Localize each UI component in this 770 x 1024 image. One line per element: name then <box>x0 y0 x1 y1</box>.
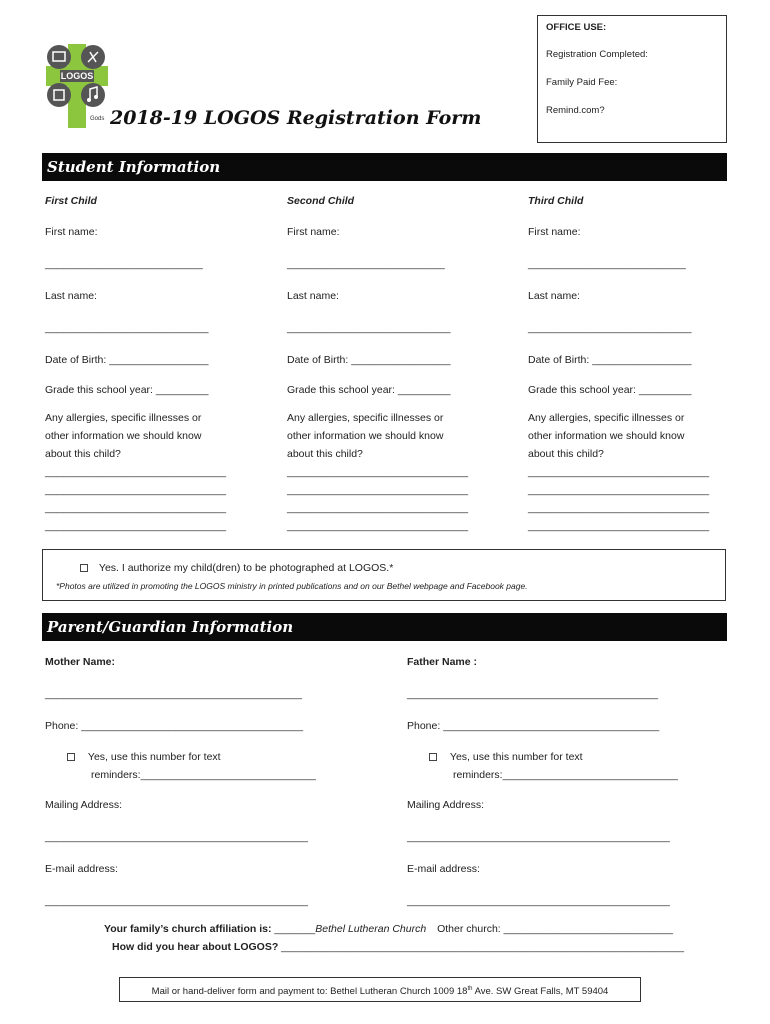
mother-phone-field[interactable]: Phone: ______________________________________ <box>45 720 304 732</box>
father-phone-field[interactable]: Phone: _____________________________________ <box>407 720 660 732</box>
affiliation-label: Your family’s church affiliation is: <box>104 923 275 935</box>
allergy-label: Any allergies, specific illnesses or <box>528 412 685 424</box>
affiliation-church: Bethel Lutheran Church <box>315 923 427 935</box>
last-name-label: Last name: <box>45 290 97 302</box>
mother-name-field[interactable]: ____________________________________________ <box>45 688 302 700</box>
first-name-label: First name: <box>45 226 98 238</box>
father-mailing-field[interactable]: _____________________________________________ <box>407 831 670 843</box>
first-name-field[interactable]: ___________________________ <box>287 258 445 270</box>
grade-field[interactable]: Grade this school year: _________ <box>287 384 451 396</box>
allergy-field[interactable]: _______________________________ <box>287 502 469 514</box>
father-name-field[interactable]: ___________________________________________ <box>407 688 659 700</box>
photo-consent-box <box>42 549 726 601</box>
mother-mailing-field[interactable]: _____________________________________________ <box>45 831 308 843</box>
dob-field[interactable]: Date of Birth: _________________ <box>528 354 692 366</box>
mother-email-label: E-mail address: <box>45 863 118 875</box>
last-name-field[interactable]: ____________________________ <box>287 322 451 334</box>
registration-completed-field: Registration Completed: <box>546 49 648 60</box>
allergy-field[interactable]: _______________________________ <box>287 520 469 532</box>
third-child-column <box>528 195 728 535</box>
allergy-field[interactable]: _______________________________ <box>45 520 227 532</box>
last-name-label: Last name: <box>287 290 339 302</box>
allergy-label: Any allergies, specific illnesses or <box>287 412 444 424</box>
mail-instructions-sup: th <box>467 986 473 992</box>
allergy-label: other information we should know <box>528 430 685 442</box>
hear-about-row <box>112 941 684 953</box>
mother-column <box>45 656 345 907</box>
second-child-column <box>287 195 487 535</box>
allergy-label: about this child? <box>45 448 121 460</box>
allergy-field[interactable]: _______________________________ <box>528 520 710 532</box>
mother-mailing-label: Mailing Address: <box>45 799 123 811</box>
allergy-field[interactable]: _______________________________ <box>287 466 469 478</box>
first-name-field[interactable]: ___________________________ <box>528 258 686 270</box>
mother-text-label: Yes, use this number for text <box>87 751 221 763</box>
allergy-label: other information we should know <box>45 430 202 442</box>
dob-field[interactable]: Date of Birth: _________________ <box>45 354 209 366</box>
father-email-field[interactable]: _____________________________________________ <box>407 895 670 907</box>
svg-text:Gods: Gods <box>90 116 105 122</box>
photo-note: *Photos are utilized in promoting the LOGOS ministry in printed publications and on our Bethel webpage and Facebook page. <box>56 581 528 591</box>
last-name-label: Last name: <box>528 290 580 302</box>
allergy-field[interactable]: _______________________________ <box>528 484 710 496</box>
allergy-field[interactable]: _______________________________ <box>45 466 227 478</box>
father-name-label: Father Name : <box>407 656 478 668</box>
father-column <box>407 656 707 907</box>
father-reminders-field[interactable]: reminders:______________________________ <box>453 769 678 781</box>
photo-consent-label: Yes. I authorize my child(dren) to be photographed at LOGOS.* <box>98 562 394 574</box>
allergy-label: other information we should know <box>287 430 444 442</box>
last-name-field[interactable]: ____________________________ <box>528 322 692 334</box>
child-heading: Second Child <box>287 195 355 207</box>
allergy-field[interactable]: _______________________________ <box>45 502 227 514</box>
mother-email-field[interactable]: _____________________________________________ <box>45 895 308 907</box>
grade-field[interactable]: Grade this school year: _________ <box>45 384 209 396</box>
mother-name-label: Mother Name: <box>45 656 116 668</box>
allergy-label: Any allergies, specific illnesses or <box>45 412 202 424</box>
father-text-label: Yes, use this number for text <box>449 751 583 763</box>
dob-field[interactable]: Date of Birth: _________________ <box>287 354 451 366</box>
mother-text-checkbox[interactable] <box>67 753 75 761</box>
hear-about-label: How did you hear about LOGOS? <box>112 941 282 953</box>
student-info-header: Student Information <box>42 153 727 181</box>
father-mailing-label: Mailing Address: <box>407 799 485 811</box>
father-email-label: E-mail address: <box>407 863 480 875</box>
last-name-field[interactable]: ____________________________ <box>45 322 209 334</box>
family-paid-fee-field: Family Paid Fee: <box>546 77 618 88</box>
other-church-field[interactable]: Other church: _____________________________ <box>437 923 673 935</box>
logos-logo <box>46 44 108 128</box>
photo-consent-checkbox[interactable] <box>80 564 88 572</box>
child-heading: First Child <box>45 195 97 207</box>
parent-info-header: Parent/Guardian Information <box>42 613 727 641</box>
allergy-field[interactable]: _______________________________ <box>45 484 227 496</box>
grade-field[interactable]: Grade this school year: _________ <box>528 384 692 396</box>
affiliation-blank[interactable]: _______ <box>274 923 316 935</box>
svg-text:LOGOS: LOGOS <box>60 71 94 81</box>
allergy-label: about this child? <box>287 448 363 460</box>
first-name-label: First name: <box>528 226 581 238</box>
office-use-title: OFFICE USE: <box>546 22 607 33</box>
allergy-label: about this child? <box>528 448 604 460</box>
mail-instructions-box <box>119 977 641 1002</box>
first-name-field[interactable]: ___________________________ <box>45 258 203 270</box>
church-affiliation-row <box>104 923 673 935</box>
first-child-column <box>45 195 245 535</box>
allergy-field[interactable]: _______________________________ <box>287 484 469 496</box>
mail-instructions-text: Mail or hand-deliver form and payment to: Bethel Lutheran Church 1009 18 <box>151 986 468 998</box>
office-use-box <box>537 15 727 143</box>
mail-instructions-address: Ave. SW Great Falls, MT 59404 <box>472 986 609 998</box>
mother-reminders-field[interactable]: reminders:______________________________ <box>91 769 316 781</box>
first-name-label: First name: <box>287 226 340 238</box>
father-text-checkbox[interactable] <box>429 753 437 761</box>
form-title: 2018-19 LOGOS Registration Form <box>110 107 482 129</box>
child-heading: Third Child <box>528 195 584 207</box>
hear-about-field[interactable]: _____________________________________________________________________ <box>281 941 685 953</box>
allergy-field[interactable]: _______________________________ <box>528 466 710 478</box>
remind-field: Remind.com? <box>546 105 605 116</box>
allergy-field[interactable]: _______________________________ <box>528 502 710 514</box>
